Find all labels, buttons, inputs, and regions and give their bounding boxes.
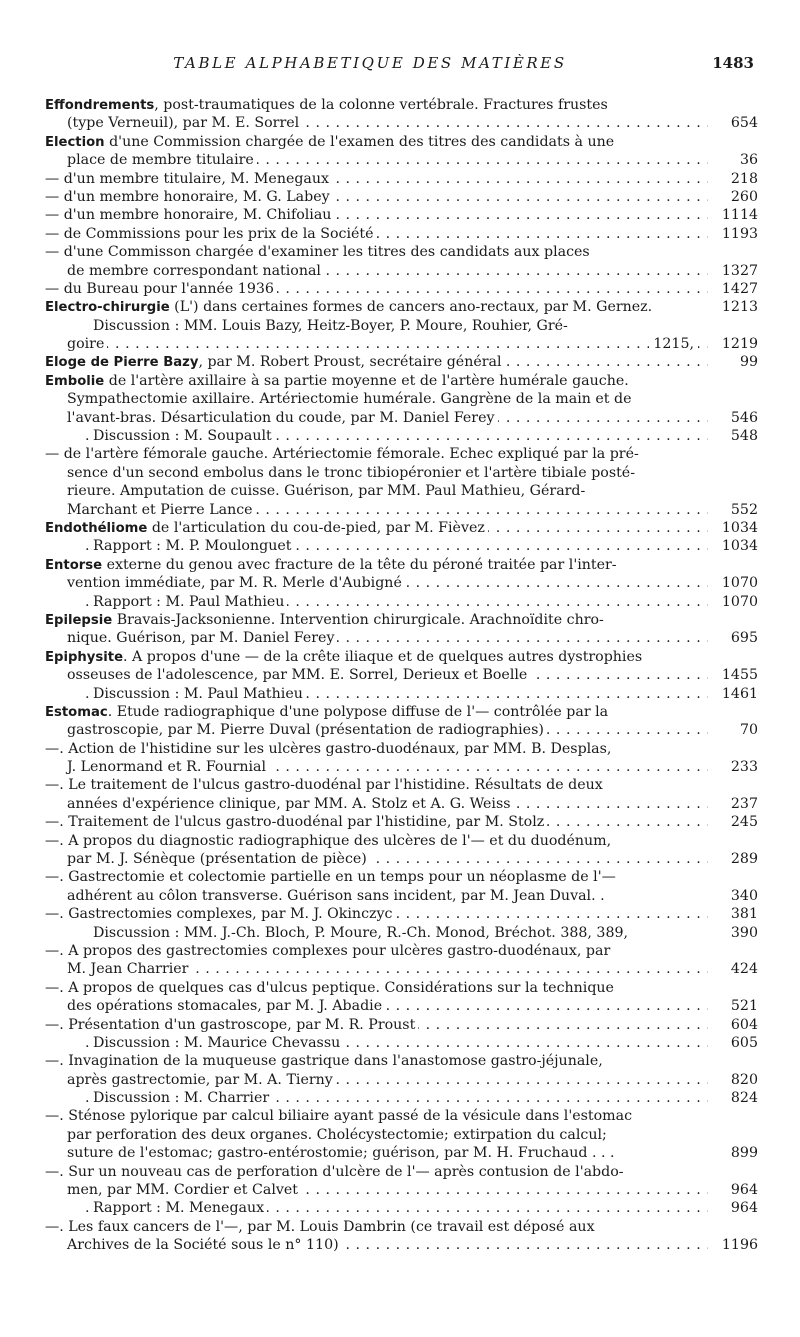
index-line-text (45, 741, 611, 757)
index-line (45, 390, 758, 408)
index-line-text (67, 483, 585, 499)
index-line (45, 225, 758, 243)
index-description: , par M. Robert Proust, secrétaire général (198, 354, 502, 371)
page-reference: 218 (727, 170, 758, 188)
index-line (45, 1236, 758, 1254)
index-line-text (45, 1017, 418, 1033)
index-line (45, 556, 758, 574)
index-line (45, 1089, 758, 1107)
index-line-text (45, 814, 547, 830)
page-reference: 36 (736, 151, 758, 169)
page-reference: 390 (727, 924, 758, 942)
index-line (45, 1034, 758, 1052)
index-line (45, 685, 758, 703)
page-reference: 899 (727, 1144, 758, 1162)
index-line (45, 427, 758, 445)
index-line (45, 501, 758, 519)
index-line (45, 593, 758, 611)
page-title: TABLE ALPHABETIQUE DES MATIÈRES (173, 54, 567, 72)
index-description: de membre correspondant national (67, 262, 321, 279)
index-line (45, 960, 758, 978)
index-line (45, 537, 758, 555)
index-description: de l'artère axillaire à sa partie moyenne et de l'artère humérale gauche. (104, 372, 629, 389)
index-line-text (67, 888, 605, 904)
index-line (45, 758, 758, 776)
index-line (45, 666, 758, 684)
index-line (45, 243, 758, 261)
index-line-text (93, 318, 568, 334)
index-line-text (45, 943, 610, 959)
index-line (45, 611, 758, 629)
index-line (45, 776, 758, 794)
index-description: —. Gastrectomie et colectomie partielle en un temps pour un néoplasme de l'— (45, 869, 616, 886)
index-description: —. Sténose pylorique par calcul biliaire ayant passé de la vésicule dans l'estomac (45, 1108, 633, 1125)
page-reference: 1213 (718, 298, 758, 316)
index-line (45, 280, 758, 298)
index-description: de l'articulation du cou-de-pied, par M. Fièvez (147, 519, 485, 536)
index-line-text (67, 722, 547, 738)
index-description: Rapport : M. P. Moulonguet (93, 538, 292, 555)
page-reference: 260 (727, 188, 758, 206)
index-line (45, 1107, 758, 1125)
index-line (45, 1218, 758, 1236)
index-description: . A propos d'une — de la crête iliaque et de quelques autres dystrophies (123, 648, 643, 665)
index-keyword: Embolie (45, 373, 105, 389)
index-description: après gastrectomie, par M. A. Tierny (67, 1071, 333, 1088)
index-description: sence d'un second embolus dans le tronc tibiopéronier et l'artère tibiale posté- (67, 464, 635, 481)
index-line (45, 832, 758, 850)
index-line-text (67, 391, 631, 407)
index-line-text (93, 925, 628, 941)
page-reference: 546 (727, 409, 758, 427)
index-line (45, 317, 758, 335)
index-line-text (45, 704, 608, 720)
page-reference: 964 (727, 1199, 758, 1217)
index-line (45, 445, 758, 463)
page-reference: 964 (727, 1181, 758, 1199)
index-description: —. Présentation d'un gastroscope, par M. R. Proust (45, 1016, 416, 1033)
index-description: — du Bureau pour l'année 1936 (45, 280, 274, 297)
page-reference: 245 (727, 813, 758, 831)
index-description: Discussion : MM. J.-Ch. Bloch, P. Moure, R.-Ch. Monod, Bréchot. 388, 389, (93, 924, 629, 941)
index-line-text (93, 1090, 272, 1106)
index-line-text (45, 281, 277, 297)
page-reference: 605 (727, 1034, 758, 1052)
index-line-text (67, 410, 498, 426)
index-description: externe du genou avec fracture de la tête du péroné traitée par l'inter- (102, 556, 617, 573)
index-line (45, 629, 758, 647)
index-line-text (45, 833, 611, 849)
index-line-text (67, 1182, 301, 1198)
index-line-text (67, 152, 257, 168)
index-keyword: Epiphysite (45, 649, 124, 665)
index-description: par M. J. Sénèque (présentation de pièce) (67, 851, 367, 868)
index-description: —. Gastrectomies complexes, par M. J. Okinczyc (45, 906, 393, 923)
index-line (45, 887, 758, 905)
index-description: — de l'artère fémorale gauche. Artériectomie fémorale. Echec expliqué par la pré- (45, 446, 639, 463)
index-line-text (45, 1108, 632, 1124)
index-line (45, 924, 758, 942)
index-description: gastroscopie, par M. Pierre Duval (présentation de radiographies) (67, 722, 544, 739)
page-reference: 1427 (718, 280, 758, 298)
index-line (45, 464, 758, 482)
index-line (45, 372, 758, 390)
index-description: (L') dans certaines formes de cancers ano-rectaux, par M. Gernez. (169, 299, 653, 316)
index-line (45, 262, 758, 280)
page-reference: 1070 (718, 574, 758, 592)
index-description: place de membre titulaire (67, 152, 254, 169)
index-description: —. Le traitement de l'ulcus gastro-duodénal par l'histidine. Résultats de deux (45, 777, 603, 794)
index-line-text (45, 299, 652, 315)
index-description: —. A propos du diagnostic radiographique des ulcères de l'— et du duodénum, (45, 832, 612, 849)
index-line-text (67, 465, 635, 481)
index-line (45, 979, 758, 997)
index-line-text (45, 777, 603, 793)
index-line-text (45, 869, 616, 885)
page-reference: 70 (736, 721, 758, 739)
index-line (45, 905, 758, 923)
index-line-text (45, 612, 604, 628)
page-reference: 1034 (718, 537, 758, 555)
index-description: Marchant et Pierre Lance (67, 501, 253, 518)
index-line (45, 868, 758, 886)
index-line-text (45, 134, 614, 150)
index-description: nique. Guérison, par M. Daniel Ferey (67, 630, 335, 647)
page-reference: 289 (727, 850, 758, 868)
index-description: Discussion : M. Paul Mathieu (93, 685, 303, 702)
index-line (45, 151, 758, 169)
index-line (45, 942, 758, 960)
page-number: 1483 (712, 54, 754, 72)
index-description: — d'un membre honoraire, M. G. Labey (45, 188, 330, 205)
page-reference: 1034 (718, 519, 758, 537)
index-description: —. Les faux cancers de l'—, par M. Louis Dambrin (ce travail est déposé aux (45, 1218, 595, 1235)
index-line-text (45, 557, 617, 573)
index-description: Archives de la Société sous le n° 110) (67, 1237, 339, 1254)
index-description: Discussion : M. Maurice Chevassu (93, 1034, 341, 1051)
index-description: années d'expérience clinique, par MM. A. Stolz et A. G. Weiss (67, 795, 511, 812)
index-description: par perforation des deux organes. Cholécystectomie; extirpation du calcul; (67, 1126, 607, 1143)
index-description: Rapport : M. Paul Mathieu (93, 593, 285, 610)
index-line (45, 409, 758, 427)
index-line-text (67, 759, 269, 775)
index-entries (45, 96, 758, 1255)
index-line-text (45, 446, 639, 462)
page-reference: 695 (727, 629, 758, 647)
index-description: Sympathectomie axillaire. Artériectomie humérale. Gangrène de la main et de (67, 391, 632, 408)
index-description: d'une Commission chargée de l'examen des titres des candidats à une (104, 133, 615, 150)
index-line-text (93, 1200, 267, 1216)
page-reference: 99 (736, 353, 758, 371)
page-reference: 233 (727, 758, 758, 776)
index-line (45, 1181, 758, 1199)
page-reference: 424 (727, 960, 758, 978)
index-line-text (45, 373, 629, 389)
index-line-text (67, 1127, 607, 1143)
index-line (45, 482, 758, 500)
running-header (0, 52, 800, 76)
index-line-text (67, 851, 370, 867)
index-keyword: Estomac (45, 704, 108, 720)
index-line-text (45, 1053, 603, 1069)
page-reference: 1114 (718, 206, 758, 224)
index-line (45, 206, 758, 224)
index-line-text (93, 428, 275, 444)
index-description: (type Verneuil), par M. E. Sorrel (67, 115, 300, 132)
index-description: —. Traitement de l'ulcus gastro-duodénal par l'histidine, par M. Stolz (45, 814, 545, 831)
index-line (45, 721, 758, 739)
index-line-text (45, 244, 590, 260)
index-line-text (67, 336, 107, 352)
index-keyword: Electro-chirurgie (45, 300, 170, 316)
index-line-text (45, 520, 488, 536)
page-reference: 824 (727, 1089, 758, 1107)
index-line-text (45, 354, 505, 370)
index-description: —. Sur un nouveau cas de perforation d'ulcère de l'— après contusion de l'abdo- (45, 1163, 624, 1180)
index-line-text (45, 649, 642, 665)
page-reference: 820 (727, 1071, 758, 1089)
index-line (45, 188, 758, 206)
index-line (45, 114, 758, 132)
page-reference: 237 (727, 795, 758, 813)
index-line (45, 850, 758, 868)
page-reference: 654 (727, 114, 758, 132)
index-line (45, 1199, 758, 1217)
index-description: osseuses de l'adolescence, par MM. E. Sorrel, Derieux et Boelle (67, 667, 528, 684)
index-description: —. A propos des gastrectomies complexes pour ulcères gastro-duodénaux, par (45, 942, 611, 959)
index-line (45, 1144, 758, 1162)
index-line (45, 648, 758, 666)
index-line (45, 133, 758, 151)
index-line-text (67, 961, 191, 977)
index-description: des opérations stomacales, par M. J. Abadie (67, 998, 383, 1015)
index-description: — d'un membre titulaire, M. Menegaux (45, 170, 330, 187)
index-line (45, 795, 758, 813)
index-line (45, 519, 758, 537)
index-line-text (45, 97, 608, 113)
index-keyword: Election (45, 134, 105, 150)
index-line-text (93, 594, 287, 610)
index-line-text (67, 998, 385, 1014)
index-line (45, 1126, 758, 1144)
index-description: goire (67, 336, 105, 353)
index-line-text (67, 667, 530, 683)
index-line (45, 1071, 758, 1089)
index-description: Rapport : M. Menegaux (93, 1200, 265, 1217)
index-line (45, 703, 758, 721)
index-line-text (45, 189, 333, 205)
index-description: suture de l'estomac; gastro-entérostomie; guérison, par M. H. Fruchaud . . . (67, 1145, 615, 1162)
index-description: Bravais-Jacksonienne. Intervention chirurgicale. Arachnoïdite chro- (112, 611, 604, 628)
index-description: Discussion : M. Soupault (93, 428, 272, 445)
index-description: — de Commissions pour les prix de la Société (45, 225, 374, 242)
index-keyword: Epilepsie (45, 612, 113, 628)
index-description: men, par MM. Cordier et Calvet (67, 1182, 298, 1199)
index-line (45, 298, 758, 316)
index-description: —. Invagination de la muqueuse gastrique dans l'anastomose gastro-jéjunale, (45, 1053, 603, 1070)
index-line-text (67, 1237, 342, 1253)
index-line-text (45, 980, 614, 996)
index-line (45, 574, 758, 592)
index-keyword: Eloge de Pierre Bazy (45, 355, 199, 371)
page-reference: 521 (727, 997, 758, 1015)
index-description: . Etude radiographique d'une polypose diffuse de l'— contrôlée par la (107, 703, 609, 720)
index-line-text (45, 1164, 624, 1180)
index-line-text (45, 226, 377, 242)
index-line-text (67, 796, 514, 812)
index-line-text (93, 1035, 343, 1051)
page-reference: 1327 (718, 262, 758, 280)
page-reference: 604 (727, 1016, 758, 1034)
index-description: vention immédiate, par M. R. Merle d'Aubigné (67, 575, 402, 592)
index-description: adhérent au côlon transverse. Guérison sans incident, par M. Jean Duval. . (67, 887, 605, 904)
index-line-text (45, 906, 395, 922)
index-description: Discussion : MM. Louis Bazy, Heitz-Boyer, P. Moure, Rouhier, Gré- (93, 317, 568, 334)
index-line (45, 335, 758, 353)
index-line-text (93, 538, 294, 554)
index-line-text (45, 207, 334, 223)
index-line-text (67, 575, 405, 591)
index-description: — d'une Commisson chargée d'examiner les titres des candidats aux places (45, 244, 590, 261)
index-description: rieure. Amputation de cuisse. Guérison, par MM. Paul Mathieu, Gérard- (67, 483, 586, 500)
index-keyword: Effondrements (45, 98, 155, 113)
index-line (45, 170, 758, 188)
index-line-text (67, 115, 302, 131)
index-description: — d'un membre honoraire, M. Chifoliau (45, 207, 332, 224)
index-line-text (67, 1145, 615, 1161)
page-reference: 552 (727, 501, 758, 519)
index-description: J. Lenormand et R. Fournial (67, 759, 267, 776)
page-reference: 1461 (718, 685, 758, 703)
index-description: —. Action de l'histidine sur les ulcères gastro-duodénaux, par MM. B. Desplas, (45, 740, 612, 757)
index-line-text (67, 1072, 336, 1088)
index-description: M. Jean Charrier (67, 961, 189, 978)
index-line-text (45, 1219, 595, 1235)
index-keyword: Entorse (45, 557, 103, 573)
index-description: , post-traumatiques de la colonne vertébrale. Fractures frustes (154, 97, 608, 113)
page-reference: 381 (727, 905, 758, 923)
index-line (45, 1163, 758, 1181)
index-line (45, 997, 758, 1015)
index-keyword: Endothéliome (45, 520, 148, 536)
index-line-text (67, 263, 324, 279)
index-line (45, 353, 758, 371)
page-reference: 1196 (718, 1236, 758, 1254)
index-description: l'avant-bras. Désarticulation du coude, par M. Daniel Ferey (67, 409, 495, 426)
page-reference: 548 (727, 427, 758, 445)
index-description: Discussion : M. Charrier (93, 1090, 270, 1107)
index-line (45, 1052, 758, 1070)
page-reference: 1455 (718, 666, 758, 684)
index-description: —. A propos de quelques cas d'ulcus peptique. Considérations sur la technique (45, 979, 614, 996)
page-reference: 1193 (718, 225, 758, 243)
index-line-text (45, 171, 332, 187)
index-line (45, 740, 758, 758)
index-line (45, 813, 758, 831)
index-line (45, 1016, 758, 1034)
page-reference: 1219 (718, 335, 758, 353)
page-reference: 1215, (649, 335, 698, 353)
page-reference: 340 (727, 887, 758, 905)
index-line-text (67, 502, 256, 518)
page-reference: 1070 (718, 593, 758, 611)
index-line-text (93, 686, 306, 702)
index-line-text (67, 630, 337, 646)
index-line (45, 96, 758, 114)
